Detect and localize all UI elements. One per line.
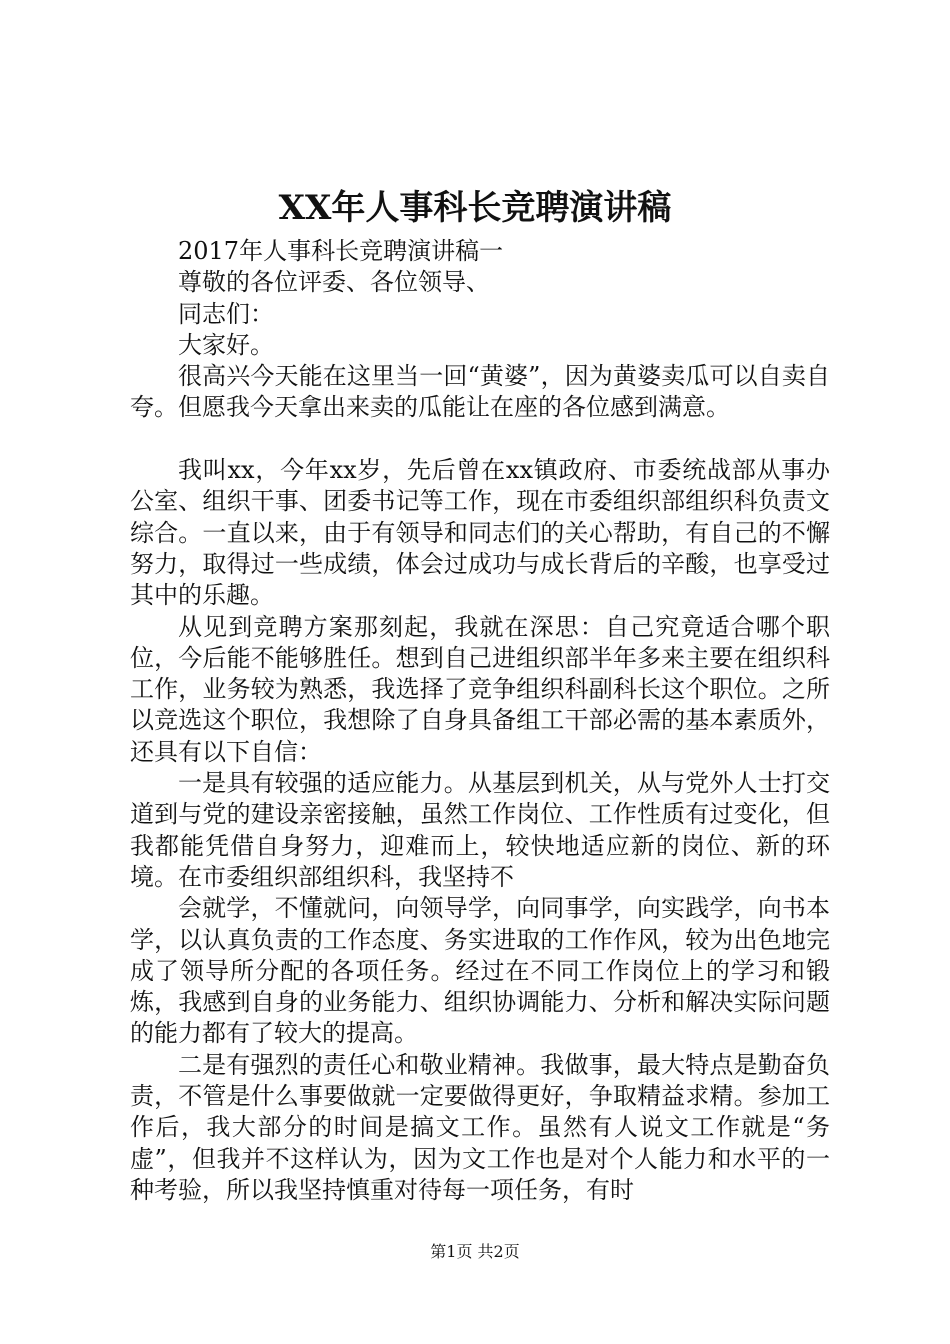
document-title: XX年人事科长竞聘演讲稿 xyxy=(278,188,672,228)
salutation-line: 同志们： xyxy=(178,299,274,328)
paragraph: 二是有强烈的责任心和敬业精神。我做事，最大特点是勤奋负责，不管是什么事要做就一定要做得更好，争取精益求精。参加工作后，我大部分的时间是搞文工作。虽然有人说文工作就是“务虚”，但我并不这样认为，因为文工作也是对个人能力和水平的一种考验，所以我坚持慎重对待每一项任务，有时 xyxy=(130,1050,830,1204)
paragraph: 会就学，不懂就问，向领导学，向同事学，向实践学，向书本学，以认真负责的工作态度、务实进取的工作作风，较为出色地完成了领导所分配的各项任务。经过在不同工作岗位上的学习和锻炼，我感到自身的业务能力、组织协调能力、分析和解决实际问题的能力都有了较大的提高。 xyxy=(130,894,830,1048)
salutation-line: 尊敬的各位评委、各位领导、 xyxy=(178,268,490,297)
blank-line xyxy=(130,424,830,455)
heading-line: 2017年人事科长竞聘演讲稿一 xyxy=(178,237,504,265)
paragraph: 我叫xx，今年xx岁，先后曾在xx镇政府、市委统战部从事办公室、组织干事、团委书记等工作，现在市委组织部组织科负责文综合。一直以来，由于有领导和同志们的关心帮助，有自己的不懈努力，取得过一些成绩，体会过成功与成长背后的辛酸，也享受过其中的乐趣。 xyxy=(130,456,830,610)
page-footer: 第1页 共2页 xyxy=(430,1242,520,1261)
paragraph: 一是具有较强的适应能力。从基层到机关，从与党外人士打交道到与党的建设亲密接触，虽然工作岗位、工作性质有过变化，但我都能凭借自身努力，迎难而上，较快地适应新的岗位、新的环境。在市委组织部组织科，我坚持不 xyxy=(130,769,830,891)
paragraph: 很高兴今天能在这里当一回“黄婆”，因为黄婆卖瓜可以自卖自夸。但愿我今天拿出来卖的瓜能让在座的各位感到满意。 xyxy=(130,362,830,422)
greeting-line: 大家好。 xyxy=(178,330,274,359)
paragraph: 从见到竞聘方案那刻起，我就在深思：自己究竟适合哪个职位，今后能不能够胜任。想到自己进组织部半年多来主要在组织科工作，业务较为熟悉，我选择了竞争组织科副科长这个职位。之所以竞选这个职位，我想除了自身具备组工干部必需的基本素质外，还具有以下自信： xyxy=(130,612,830,766)
document-body xyxy=(130,236,830,1206)
